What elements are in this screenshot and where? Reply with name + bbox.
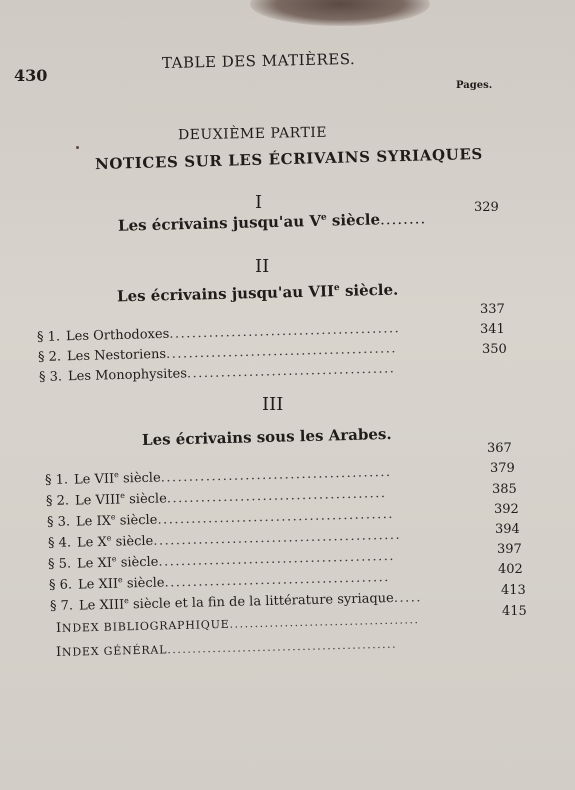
index-initial: I bbox=[55, 644, 63, 660]
dot-leader: ..................................... bbox=[186, 361, 396, 382]
section-numeral: I bbox=[255, 192, 263, 213]
entry-label-suffix: siècle bbox=[111, 533, 154, 550]
dot-leader: .......................................... bbox=[157, 506, 395, 528]
entry-label: Le XI bbox=[76, 555, 113, 572]
entry-label: Le X bbox=[76, 534, 107, 551]
section-heading-suffix: siècle. bbox=[339, 280, 399, 300]
dot-leader: ........................................ bbox=[164, 570, 390, 591]
entry-number: § 1. bbox=[36, 329, 61, 345]
entry-label-suffix: siècle bbox=[116, 554, 159, 571]
entry-number: § 5. bbox=[47, 556, 72, 573]
section-heading bbox=[118, 209, 427, 235]
section-heading: Les écrivains sous les Arabes. bbox=[141, 424, 392, 450]
entry-label: Le VIII bbox=[74, 492, 121, 509]
page-ref: 379 bbox=[490, 461, 515, 476]
entry-label: Le VII bbox=[73, 471, 115, 488]
page-shadow bbox=[250, 0, 430, 26]
index-entry bbox=[56, 637, 397, 660]
toc-entry bbox=[46, 485, 387, 510]
page-ref: 397 bbox=[497, 542, 522, 557]
entry-number: § 2. bbox=[45, 493, 70, 510]
page-ref: 350 bbox=[482, 342, 507, 357]
section-heading-text: Les écrivains jusqu'au V bbox=[117, 211, 322, 235]
dot-leader: ...................................... bbox=[229, 613, 420, 631]
entry-number: § 7. bbox=[49, 598, 74, 615]
entry-label-sup: e bbox=[123, 596, 129, 606]
toc-entry bbox=[45, 464, 392, 489]
entry-number: § 1. bbox=[44, 472, 69, 489]
dot-leader: ..... bbox=[393, 590, 423, 606]
section-heading bbox=[117, 281, 399, 306]
entry-number: § 6. bbox=[48, 577, 73, 594]
paper-speck bbox=[76, 146, 79, 149]
toc-entry bbox=[37, 321, 401, 345]
page-ref: 415 bbox=[502, 604, 527, 619]
index-label: NDEX GÉNÉRAL bbox=[61, 643, 168, 659]
dot-leader: ......................................... bbox=[160, 464, 392, 486]
index-label: NDEX BIBLIOGRAPHIQUE bbox=[61, 617, 230, 635]
dot-leader: ............................................ bbox=[153, 527, 402, 549]
page-ref: 392 bbox=[494, 502, 519, 517]
page-ref: 394 bbox=[495, 522, 520, 537]
dot-leader: .......................................... bbox=[158, 548, 396, 570]
section-heading-text: Les écrivains jusqu'au VII bbox=[116, 282, 335, 306]
index-entry bbox=[56, 612, 420, 636]
running-title: TABLE DES MATIÈRES. bbox=[161, 49, 356, 73]
section-heading-sup: e bbox=[333, 282, 340, 294]
entry-number: § 2. bbox=[37, 349, 62, 365]
dot-leader: ........ bbox=[379, 209, 427, 229]
toc-entry bbox=[50, 589, 422, 614]
entry-number: § 4. bbox=[47, 535, 72, 552]
entry-label-suffix: siècle bbox=[118, 470, 161, 487]
part-title: DEUXIÈME PARTIE bbox=[177, 124, 328, 144]
page-ref: 337 bbox=[480, 302, 505, 317]
dot-leader: ......................................... bbox=[165, 341, 398, 362]
entry-label-suffix: siècle bbox=[115, 512, 158, 529]
page-ref: 385 bbox=[492, 482, 517, 497]
entry-label-sup: e bbox=[106, 533, 112, 543]
section-heading-sup: e bbox=[320, 212, 327, 223]
page-number: 430 bbox=[14, 66, 48, 85]
entry-label: Le XII bbox=[77, 576, 119, 593]
dot-leader: .............................................. bbox=[167, 637, 398, 657]
entry-number: § 3. bbox=[46, 514, 71, 531]
pages-label: Pages. bbox=[456, 80, 493, 91]
entry-label-sup: e bbox=[111, 554, 117, 564]
dot-leader: ......................................... bbox=[169, 321, 401, 342]
part-subtitle: NOTICES SUR LES ÉCRIVAINS SYRIAQUES bbox=[94, 144, 484, 174]
index-initial: I bbox=[55, 620, 63, 636]
entry-label: Les Nestoriens bbox=[66, 346, 167, 365]
entry-label: Le XIII bbox=[78, 597, 125, 614]
dot-leader: ....................................... bbox=[166, 486, 387, 507]
toc-entry bbox=[47, 506, 394, 531]
page-ref: 341 bbox=[480, 322, 505, 337]
page-ref: 413 bbox=[501, 583, 526, 598]
toc-entry bbox=[48, 548, 395, 573]
section-numeral: II bbox=[255, 256, 270, 277]
entry-label-suffix: siècle et la fin de la littérature syriaque bbox=[128, 590, 394, 613]
page-ref: 329 bbox=[474, 200, 499, 215]
toc-entry bbox=[39, 361, 396, 385]
entry-label-sup: e bbox=[110, 512, 116, 522]
entry-label-sup: e bbox=[117, 575, 123, 585]
section-heading-suffix: siècle bbox=[326, 210, 381, 230]
page-ref: 402 bbox=[498, 562, 523, 577]
toc-entry bbox=[49, 569, 390, 594]
section-numeral: III bbox=[262, 394, 284, 415]
entry-label-sup: e bbox=[120, 491, 126, 501]
entry-label: Les Orthodoxes bbox=[65, 326, 170, 345]
entry-label-suffix: siècle bbox=[124, 491, 168, 508]
entry-label-sup: e bbox=[113, 470, 119, 480]
toc-entry bbox=[48, 526, 401, 551]
page-ref: 367 bbox=[487, 441, 512, 456]
entry-label: Les Monophysites bbox=[67, 366, 188, 385]
entry-label-suffix: siècle bbox=[122, 575, 165, 592]
entry-label: Le IX bbox=[75, 513, 112, 530]
entry-number: § 3. bbox=[38, 369, 63, 385]
toc-entry bbox=[38, 341, 397, 365]
